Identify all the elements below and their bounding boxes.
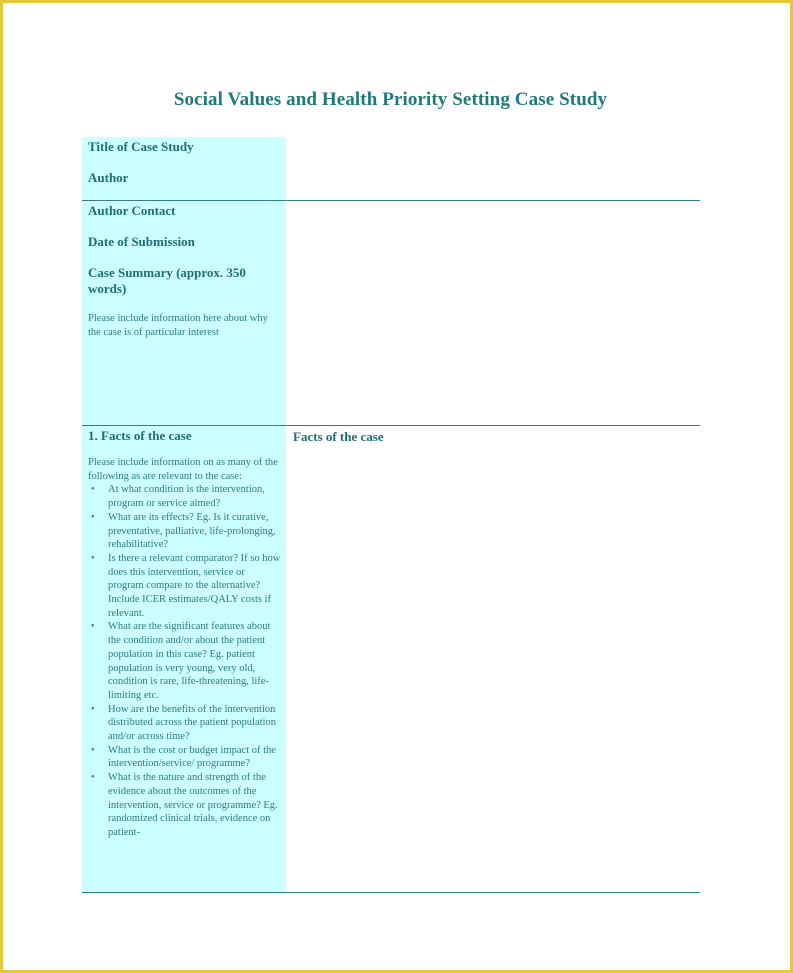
list-item: • What is the cost or budget impact of the intervention/service/ programme? bbox=[108, 744, 282, 771]
list-item: • How are the benefits of the intervention distributed across the patient population and/or across time? bbox=[108, 703, 282, 744]
row-title-author bbox=[82, 137, 700, 200]
summary-value-cell[interactable] bbox=[286, 201, 700, 425]
row-facts bbox=[82, 425, 700, 893]
label-cell bbox=[82, 426, 286, 893]
title-of-case-study-label: Title of Case Study bbox=[88, 139, 194, 154]
list-item: • What is the nature and strength of the evidence about the outcomes of the intervention, service or programme? Eg. randomized clinical trials, evidence on patient- bbox=[108, 771, 282, 840]
facts-value-cell[interactable] bbox=[286, 448, 700, 893]
author-contact-label: Author Contact bbox=[88, 203, 176, 218]
label-cell bbox=[82, 201, 286, 425]
facts-guidance bbox=[88, 456, 282, 840]
table-bottom-border bbox=[82, 892, 700, 893]
author-label: Author bbox=[88, 170, 129, 185]
facts-intro: Please include information on as many of the following as are relevant to the case: bbox=[88, 457, 278, 482]
facts-bullet-list bbox=[88, 483, 282, 839]
page-title: Social Values and Health Priority Setting Case Study bbox=[173, 89, 608, 110]
label-cell bbox=[82, 137, 286, 200]
list-item: • What are the significant features about the condition and/or about the patient population in this case? Eg. patient population is very young, very old, condition is rare, life-threatening, life-limiting etc. bbox=[108, 620, 282, 702]
case-summary-label: Case Summary (approx. 350 words) bbox=[88, 265, 246, 296]
list-item: • What are its effects? Eg. Is it curative, preventative, palliative, life-prolonging, rehabilitative? bbox=[108, 511, 282, 552]
facts-label: 1. Facts of the case bbox=[88, 428, 192, 443]
row-summary bbox=[82, 200, 700, 425]
facts-right-label: Facts of the case bbox=[293, 429, 384, 444]
list-item: • At what condition is the intervention, program or service aimed? bbox=[108, 483, 282, 510]
date-of-submission-label: Date of Submission bbox=[88, 234, 195, 249]
list-item: • Is there a relevant comparator? If so how does this intervention, service or program compare to the alternative? Include ICER estimates/QALY costs if relevant. bbox=[108, 552, 282, 621]
title-author-value-cell[interactable] bbox=[286, 137, 700, 200]
case-study-form bbox=[82, 137, 700, 893]
case-summary-note: Please include information here about why the case is of particular interest bbox=[88, 313, 268, 338]
